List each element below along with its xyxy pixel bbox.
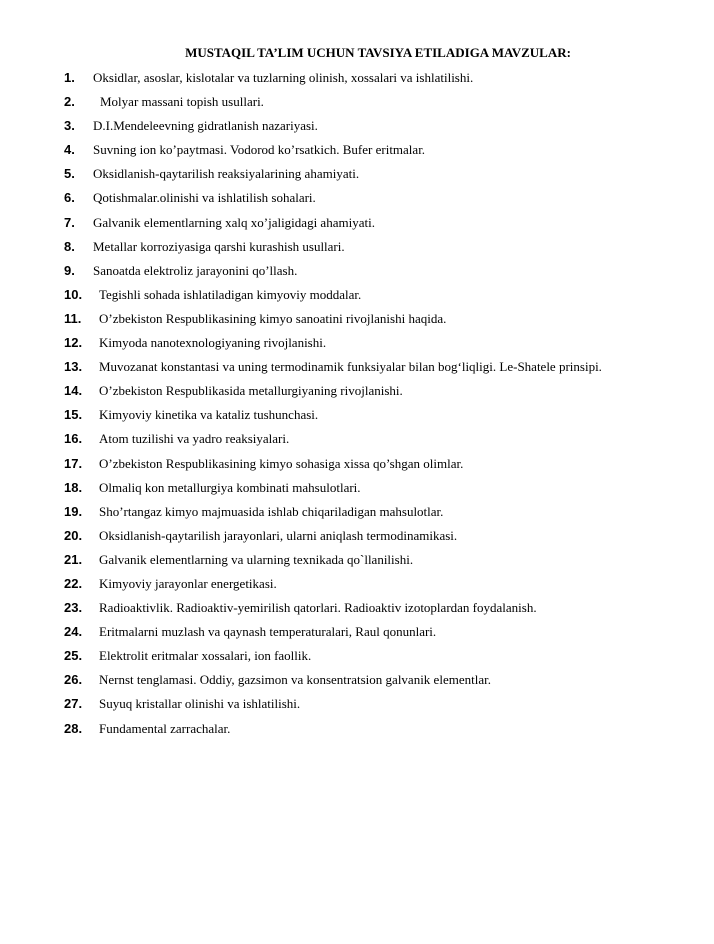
item-text: O’zbekiston Respublikasida metallurgiyaning rivojlanishi. [99,383,403,399]
list-item [64,719,704,743]
list-item [64,285,704,309]
list-item [64,405,704,429]
list-item [64,381,704,405]
item-number: 22. [64,575,83,591]
item-text: Muvozanat konstantasi va uning termodinamik funksiyalar bilan bog‘liqligi. Le-Shatele prinsipi. [99,359,602,375]
item-number: 11. [64,310,82,326]
item-text: Kimyoviy jarayonlar energetikasi. [99,575,277,591]
item-text: Sho’rtangaz kimyo majmuasida ishlab chiqariladigan mahsulotlar. [99,503,444,519]
item-text: Suvning ion ko’paytmasi. Vodorod ko’rsatkich. Bufer eritmalar. [93,142,426,158]
item-number: 19. [64,503,83,519]
item-text: D.I.Mendeleevning gidratlanish nazariyasi. [93,118,318,134]
list-item [64,694,704,718]
item-number: 9. [64,262,75,278]
item-text: O’zbekiston Respublikasining kimyo sohasiga xissa qo’shgan olimlar. [99,455,464,471]
list-item [64,357,704,381]
item-number: 1. [64,70,75,85]
page-title: MUSTAQIL TA’LIM UCHUN TAVSIYA ETILADIGA MAVZULAR: [185,45,571,60]
item-text: Elektrolit eritmalar xossalari, ion faollik. [99,648,312,664]
list-item [64,574,704,598]
list-item [64,116,704,140]
item-number: 13. [64,359,83,375]
item-text: Sanoatda elektroliz jarayonini qo’llash. [93,262,298,278]
item-text: O’zbekiston Respublikasining kimyo sanoatini rivojlanishi haqida. [99,310,447,326]
list-item [64,454,704,478]
item-text: Radioaktivlik. Radioaktiv-yemirilish qatorlari. Radioaktiv izotoplardan foydalanish. [99,600,537,616]
item-number: 24. [64,624,83,640]
item-number: 23. [64,600,83,616]
item-text: Nernst tenglamasi. Oddiy, gazsimon va konsentratsion galvanik elementlar. [99,672,491,688]
item-text: Oksidlanish-qaytarilish jarayonlari, ularni aniqlash termodinamikasi. [99,527,458,543]
list-item [64,526,704,550]
list-item [64,237,704,261]
item-text: Oksidlar, asoslar, kislotalar va tuzlarning olinish, xossalari va ishlatilishi. [93,70,474,85]
item-text: Galvanik elementlarning xalq xo’jaligidagi ahamiyati. [93,214,375,230]
item-number: 14. [64,383,83,399]
item-number: 16. [64,431,83,447]
item-number: 17. [64,455,83,471]
item-text: Olmaliq kon metallurgiya kombinati mahsulotlari. [99,479,361,495]
item-text: Kimyoviy kinetika va kataliz tushunchasi. [99,407,319,423]
list-item [64,261,704,285]
item-text: Molyar massani topish usullari. [100,94,264,110]
list-item [64,670,704,694]
list-item [64,502,704,526]
list-item [64,140,704,164]
item-number: 15. [64,407,83,423]
item-number: 3. [64,118,75,134]
item-text: Oksidlanish-qaytarilish reaksiyalarining ahamiyati. [93,166,360,182]
item-number: 8. [64,238,75,254]
item-number: 26. [64,672,83,688]
list-item [64,429,704,453]
list-item [64,478,704,502]
item-number: 21. [64,551,83,567]
item-text: Kimyoda nanotexnologiyaning rivojlanishi. [99,335,327,351]
item-number: 25. [64,648,83,664]
topic-list [64,68,704,743]
item-text: Fundamental zarrachalar. [99,720,231,736]
item-number: 20. [64,527,83,543]
item-number: 27. [64,696,83,712]
list-item [64,92,704,116]
item-text: Tegishli sohada ishlatiladigan kimyoviy moddalar. [99,286,362,302]
item-number: 5. [64,166,75,182]
list-item [64,333,704,357]
list-item [64,188,704,212]
list-item [64,309,704,333]
item-text: Eritmalarni muzlash va qaynash temperaturalari, Raul qonunlari. [99,624,437,640]
item-text: Metallar korroziyasiga qarshi kurashish usullari. [93,238,345,254]
item-number: 4. [64,142,75,158]
item-number: 6. [64,190,75,206]
item-text: Galvanik elementlarning va ularning texnikada qo`llanilishi. [99,551,414,567]
item-number: 12. [64,335,83,351]
list-item [64,598,704,622]
item-number: 28. [64,720,83,736]
item-number: 10. [64,286,83,302]
list-item [64,213,704,237]
item-text: Atom tuzilishi va yadro reaksiyalari. [99,431,290,447]
item-text: Suyuq kristallar olinishi va ishlatilishi. [99,696,301,712]
item-text: Qotishmalar.olinishi va ishlatilish sohalari. [93,190,316,206]
item-number: 7. [64,214,75,230]
list-item [64,164,704,188]
list-item [64,550,704,574]
list-item [64,68,704,92]
list-item [64,646,704,670]
list-item [64,622,704,646]
item-number: 18. [64,479,83,495]
item-number: 2. [64,94,75,110]
